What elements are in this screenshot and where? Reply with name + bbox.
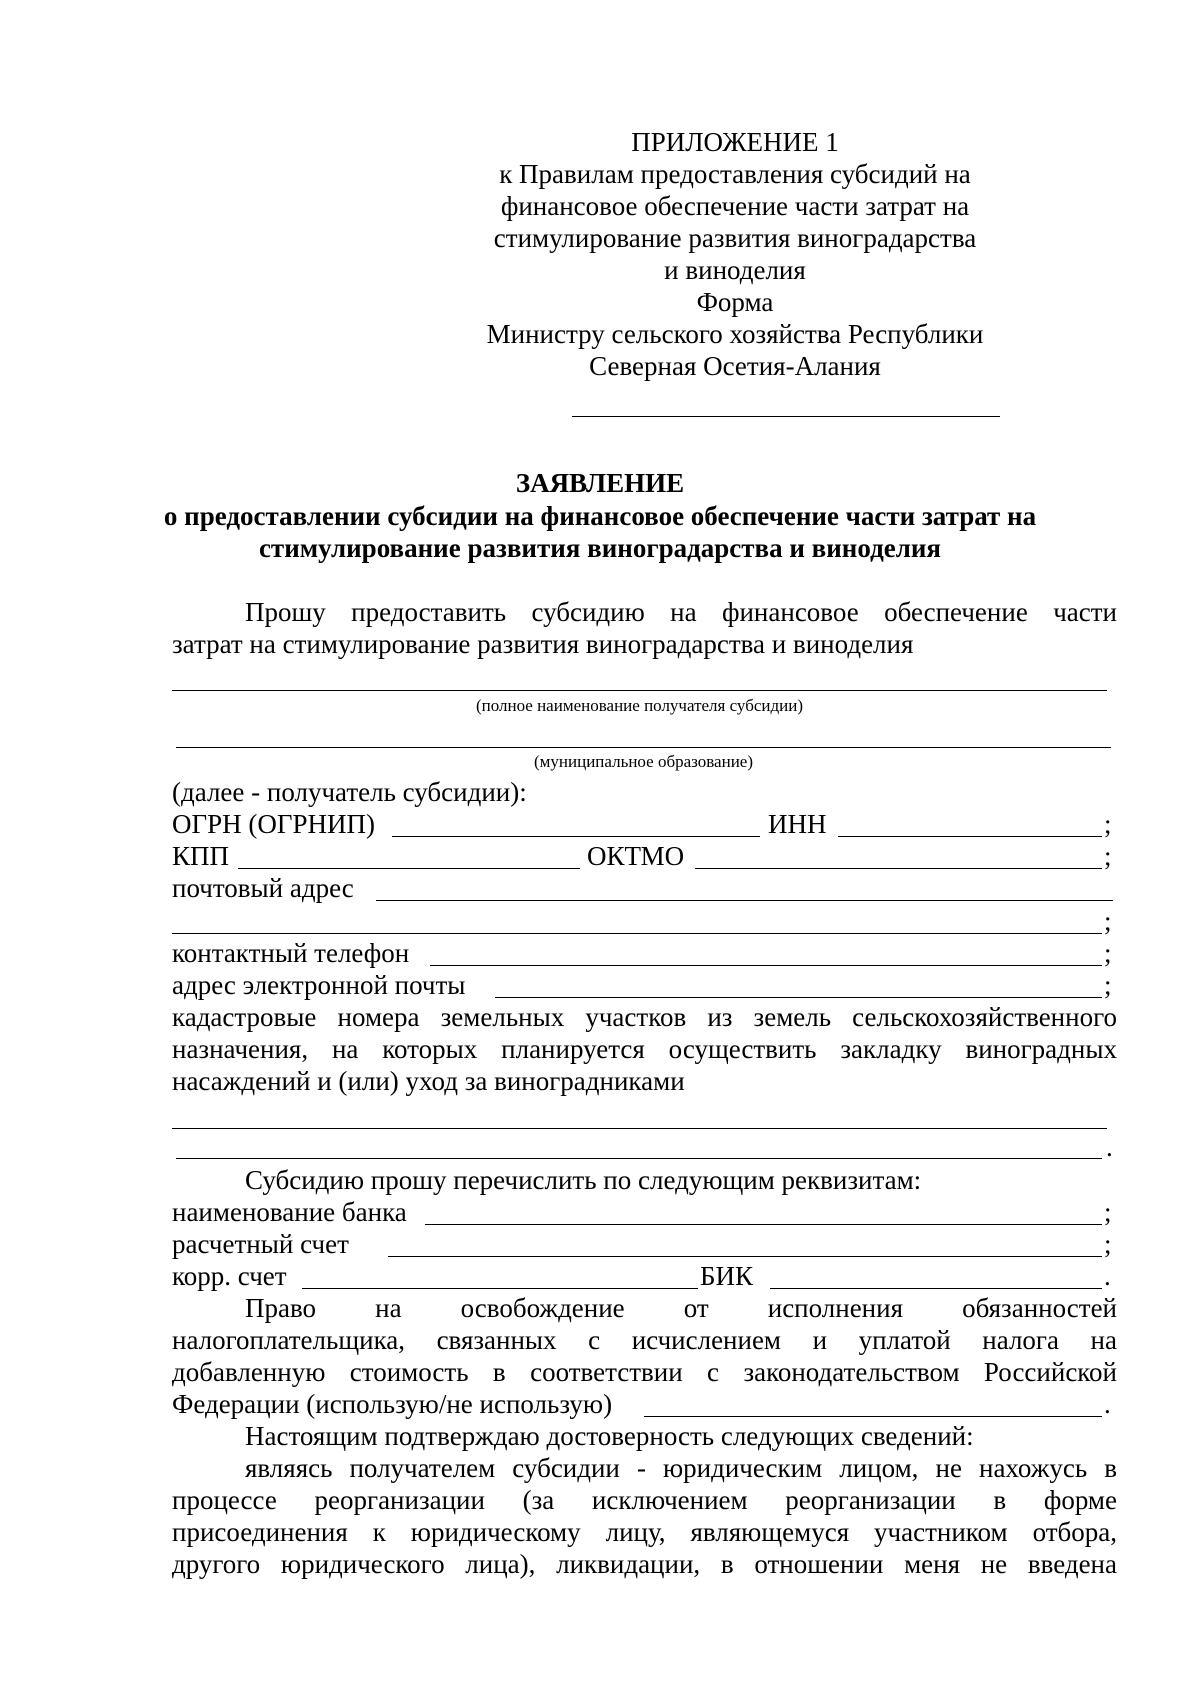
- account-label: расчетный счет: [172, 1229, 349, 1259]
- cadastral-field-2[interactable]: [176, 1158, 1102, 1159]
- cadastral-line-3: насаждений и (или) уход за виноградниками: [172, 1066, 685, 1096]
- phone-field[interactable]: [430, 965, 1102, 966]
- bank-intro: Субсидию прошу перечислить по следующим реквизитам:: [245, 1165, 922, 1195]
- bik-period: .: [1104, 1261, 1111, 1291]
- appendix-number: ПРИЛОЖЕНИЕ 1: [631, 127, 839, 157]
- vat-line-3: добавленную стоимость в соответствии с законодательством Российской: [172, 1357, 1117, 1387]
- postal-address-field-2[interactable]: [172, 933, 1102, 934]
- cadastral-line-1: кадастровые номера земельных участков из земель сельскохозяйственного: [172, 1002, 1117, 1032]
- municipality-caption: (муниципальное образование): [534, 752, 753, 771]
- addressee-line-2: Северная Осетия-Алания: [589, 351, 881, 381]
- confirm-line-1: являясь получателем субсидии - юридическим лицом, не нахожусь в: [245, 1453, 1117, 1483]
- vat-period: .: [1104, 1389, 1111, 1419]
- email-label: адрес электронной почты: [172, 970, 466, 1000]
- phone-semicolon: ;: [1104, 938, 1112, 968]
- cadastral-field-1[interactable]: [172, 1128, 1107, 1129]
- kpp-field[interactable]: [238, 868, 580, 869]
- intro-line-1: Прошу предоставить субсидию на финансовое обеспечение части: [245, 597, 1117, 627]
- vat-line-4: Федерации (использую/не использую): [172, 1389, 613, 1419]
- hereinafter-label: (далее - получатель субсидии):: [172, 777, 527, 807]
- ogrn-field[interactable]: [392, 836, 760, 837]
- postal-address-label: почтовый адрес: [172, 873, 354, 903]
- oktmo-label: ОКТМО: [587, 841, 685, 871]
- account-field[interactable]: [388, 1256, 1102, 1257]
- bank-name-semicolon: ;: [1104, 1197, 1112, 1227]
- inn-field[interactable]: [838, 836, 1102, 837]
- bank-name-label: наименование банка: [172, 1197, 407, 1227]
- document-subtitle-line-1: о предоставлении субсидии на финансовое обеспечение части затрат на: [163, 501, 1037, 531]
- bik-label: БИК: [700, 1261, 754, 1291]
- kpp-label: КПП: [172, 841, 230, 871]
- header-line-2: финансовое обеспечение части затрат на: [500, 191, 970, 221]
- oktmo-field[interactable]: [695, 868, 1102, 869]
- vat-line-2: налогоплательщика, связанных с исчислением и уплатой налога на: [172, 1325, 1117, 1355]
- addressee-signature-line[interactable]: [572, 416, 1000, 417]
- inn-label: ИНН: [768, 809, 827, 839]
- bank-name-field[interactable]: [425, 1224, 1102, 1225]
- recipient-name-caption: (полное наименование получателя субсидии): [475, 696, 804, 715]
- corr-account-field[interactable]: [302, 1288, 698, 1289]
- phone-label: контактный телефон: [172, 938, 410, 968]
- addressee-line-1: Министру сельского хозяйства Республики: [486, 319, 984, 349]
- ogrn-label: ОГРН (ОГРНИП): [172, 809, 375, 839]
- confirm-line-4: другого юридического лица), ликвидации, в отношении меня не введена: [172, 1549, 1117, 1579]
- postal-address-field[interactable]: [376, 900, 1113, 901]
- corr-account-label: корр. счет: [172, 1261, 287, 1291]
- header-line-3: стимулирование развития виноградарства: [493, 223, 977, 253]
- document-title: ЗАЯВЛЕНИЕ: [515, 468, 685, 498]
- header-line-4: и виноделия: [664, 255, 806, 285]
- municipality-field[interactable]: [176, 747, 1111, 748]
- form-label: Форма: [696, 287, 774, 317]
- document-subtitle-line-2: стимулирование развития виноградарства и виноделия: [258, 533, 942, 563]
- email-semicolon: ;: [1104, 970, 1112, 1000]
- intro-line-2: затрат на стимулирование развития виноградарства и виноделия: [172, 629, 914, 659]
- vat-line-1: Право на освобождение от исполнения обязанностей: [245, 1293, 1117, 1323]
- cadastral-line-2: назначения, на которых планируется осуществить закладку виноградных: [172, 1034, 1117, 1064]
- vat-field[interactable]: [644, 1416, 1102, 1417]
- cadastral-period: .: [1106, 1132, 1113, 1162]
- inn-semicolon: ;: [1104, 809, 1112, 839]
- bik-field[interactable]: [770, 1288, 1102, 1289]
- header-line-1: к Правилам предоставления субсидий на: [499, 159, 971, 189]
- confirm-line-3: присоединения к юридическому лицу, являющемуся участником отбора,: [172, 1517, 1117, 1547]
- account-semicolon: ;: [1104, 1229, 1112, 1259]
- email-field[interactable]: [495, 997, 1102, 998]
- oktmo-semicolon: ;: [1104, 841, 1112, 871]
- confirm-intro: Настоящим подтверждаю достоверность следующих сведений:: [245, 1421, 974, 1451]
- confirm-line-2: процессе реорганизации (за исключением реорганизации в форме: [172, 1485, 1117, 1515]
- recipient-name-field[interactable]: [172, 690, 1107, 691]
- postal-semicolon: ;: [1104, 906, 1112, 936]
